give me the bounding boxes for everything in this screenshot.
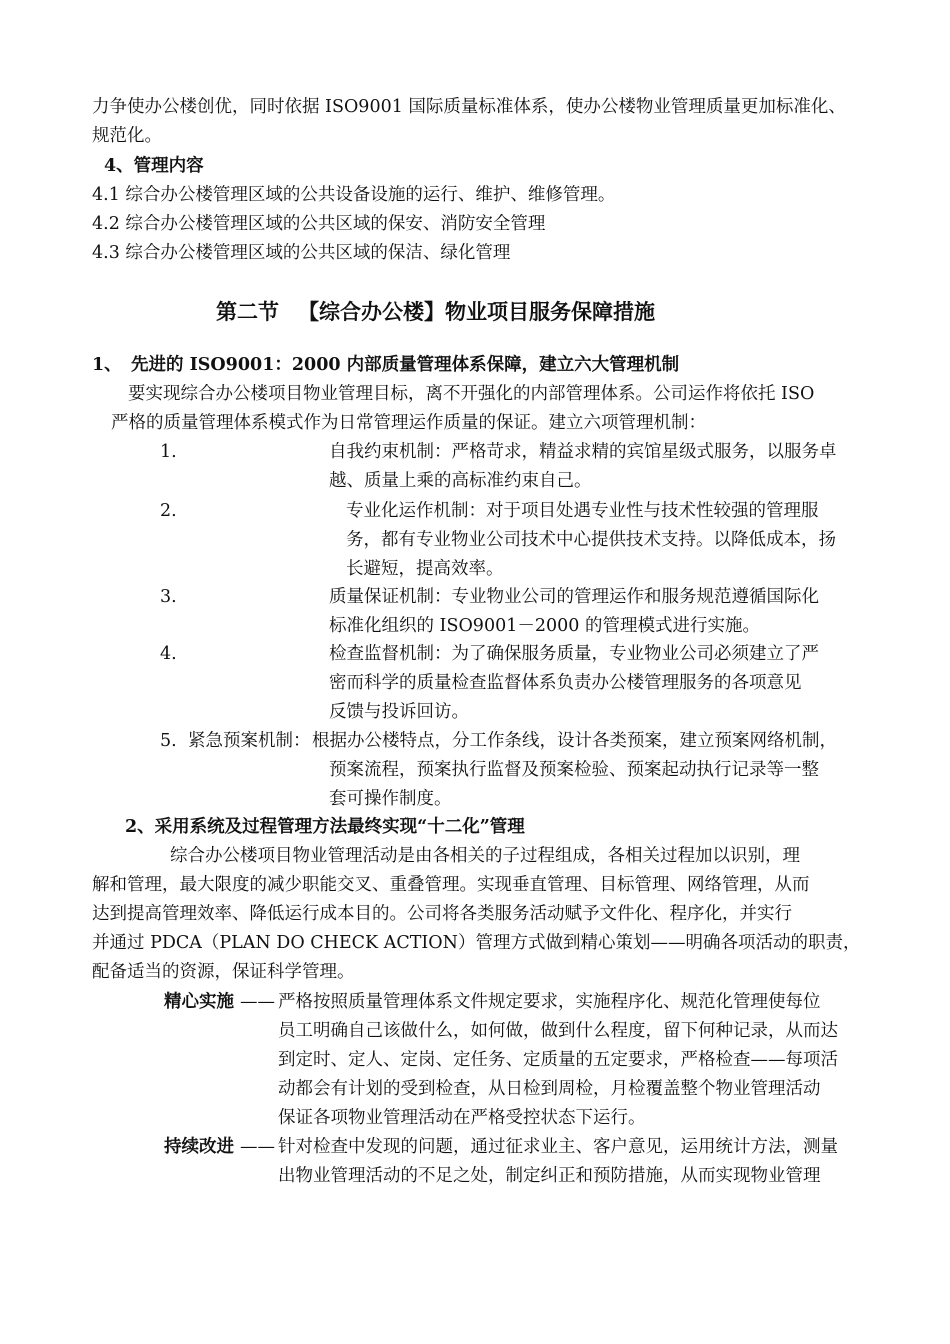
term-2-line-1: 针对检查中发现的问题，通过征求业主、客户意见，运用统计方法，测量 <box>278 1137 838 1157</box>
mechanism-5-line-3: 套可操作制度。 <box>329 789 452 809</box>
intro-line-2: 规范化。 <box>92 126 162 146</box>
p1-number: 1、 <box>92 355 122 375</box>
sec4-item-2: 4.2 综合办公楼管理区域的公共区域的保安、消防安全管理 <box>92 214 546 234</box>
mechanism-4-line-1: 检查监督机制：为了确保服务质量，专业物业公司必须建立了严 <box>329 644 819 664</box>
p2-line-5: 配备适当的资源，保证科学管理。 <box>92 962 355 982</box>
term-1-line-5: 保证各项物业管理活动在严格受控状态下运行。 <box>278 1108 646 1128</box>
p1-line-2: 严格的质量管理体系模式作为日常管理运作质量的保证。建立六项管理机制： <box>111 413 706 433</box>
mechanism-2-line-2: 务，都有专业物业公司技术中心提供技术支持。以降低成本，扬 <box>346 530 836 550</box>
mechanism-4-line-2: 密而科学的质量检查监督体系负责办公楼管理服务的各项意见 <box>329 673 802 693</box>
mechanism-3-line-2: 标准化组织的 ISO9001－2000 的管理模式进行实施。 <box>329 616 760 636</box>
term-2-name: 持续改进 <box>164 1137 234 1157</box>
section-title-right: 【综合办公楼】物业项目服务保障措施 <box>298 299 655 324</box>
term-1-line-4: 动都会有计划的受到检查，从日检到周检，月检覆盖整个物业管理活动 <box>278 1079 821 1099</box>
term-1-dash: —— <box>240 992 275 1012</box>
term-1-name: 精心实施 <box>164 992 234 1012</box>
p2-line-4: 并通过 PDCA（PLAN DO CHECK ACTION）管理方式做到精心策划——明确各项活动的职责， <box>92 933 861 953</box>
mechanism-5-label: 紧急预案机制： <box>188 731 311 751</box>
mechanism-2-line-3: 长避短，提高效率。 <box>346 559 504 579</box>
term-1-line-1: 严格按照质量管理体系文件规定要求，实施程序化、规范化管理使每位 <box>278 992 821 1012</box>
mechanism-5-line-1: 根据办公楼特点，分工作条线，设计各类预案，建立预案网络机制， <box>312 731 837 751</box>
sec4-heading: 4、管理内容 <box>104 156 204 176</box>
mechanism-1-number: 1. <box>160 442 177 462</box>
p2-line-1: 综合办公楼项目物业管理活动是由各相关的子过程组成，各相关过程加以识别，理 <box>170 846 800 866</box>
p1-heading: 先进的 ISO9001：2000 内部质量管理体系保障，建立六大管理机制 <box>131 355 680 375</box>
intro-line-1: 力争使办公楼创优，同时依据 ISO9001 国际质量标准体系，使办公楼物业管理质量更加标准化、 <box>92 97 846 117</box>
term-2-dash: —— <box>240 1137 275 1157</box>
sec4-item-3: 4.3 综合办公楼管理区域的公共区域的保洁、绿化管理 <box>92 243 511 263</box>
p2-line-2: 解和管理，最大限度的减少职能交叉、重叠管理。实现垂直管理、目标管理、网络管理，从而 <box>92 875 810 895</box>
section-title-left: 第二节 <box>216 299 279 324</box>
p1-line-1: 要实现综合办公楼项目物业管理目标，离不开强化的内部管理体系。公司运作将依托 ISO <box>128 384 815 404</box>
mechanism-2-number: 2. <box>160 501 177 521</box>
term-1-line-3: 到定时、定人、定岗、定任务、定质量的五定要求，严格检查——每项活 <box>278 1050 838 1070</box>
mechanism-3-number: 3. <box>160 587 177 607</box>
p2-heading: 2、采用系统及过程管理方法最终实现“十二化”管理 <box>125 817 525 837</box>
mechanism-5-number: 5. <box>160 731 177 751</box>
mechanism-4-number: 4. <box>160 644 177 664</box>
term-2-line-2: 出物业管理活动的不足之处，制定纠正和预防措施，从而实现物业管理 <box>278 1166 821 1186</box>
mechanism-4-line-3: 反馈与投诉回访。 <box>329 702 469 722</box>
term-1-line-2: 员工明确自己该做什么，如何做，做到什么程度，留下何种记录，从而达 <box>278 1021 838 1041</box>
sec4-item-1: 4.1 综合办公楼管理区域的公共设备设施的运行、维护、维修管理。 <box>92 185 616 205</box>
mechanism-2-line-1: 专业化运作机制：对于项目处遇专业性与技术性较强的管理服 <box>346 501 819 521</box>
mechanism-1-line-2: 越、质量上乘的高标准约束自己。 <box>329 471 592 491</box>
p2-line-3: 达到提高管理效率、降低运行成本目的。公司将各类服务活动赋予文件化、程序化，并实行 <box>92 904 792 924</box>
mechanism-5-line-2: 预案流程，预案执行监督及预案检验、预案起动执行记录等一整 <box>329 760 819 780</box>
mechanism-3-line-1: 质量保证机制：专业物业公司的管理运作和服务规范遵循国际化 <box>329 587 819 607</box>
mechanism-1-line-1: 自我约束机制：严格苛求，精益求精的宾馆星级式服务，以服务卓 <box>329 442 837 462</box>
